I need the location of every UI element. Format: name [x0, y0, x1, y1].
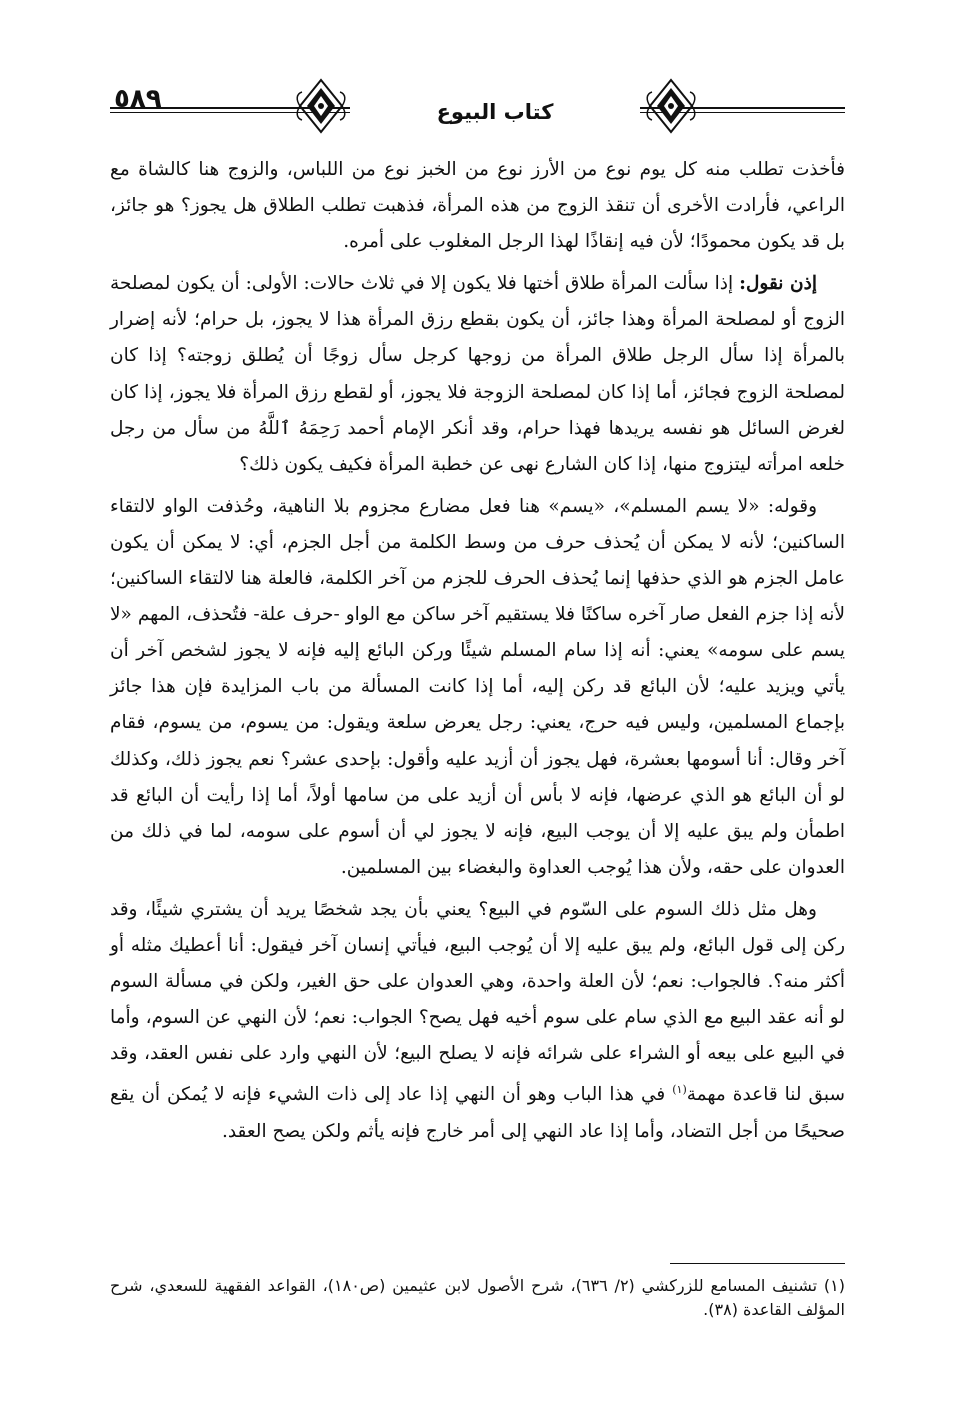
- footnote-reference[interactable]: (١): [672, 1083, 687, 1097]
- ornament-left-icon: [294, 76, 348, 136]
- page-header: [110, 70, 845, 140]
- footnote-separator: [670, 1263, 845, 1264]
- ornament-right-icon: [644, 76, 698, 136]
- paragraph-lead: إذن نقول:: [739, 273, 817, 295]
- body-text: [110, 152, 845, 1150]
- paragraph: إذن نقول: إذا سألت المرأة طلاق أختها فلا يكون إلا في ثلاث حالات: الأولى: أن يكون لمصلحة الزوج أو لمصلحة المرأة وهذا جائز، أن يكون بقطع رزق المرأة هذا لا يجوز، بل حرام؛ لأنه إضرار بالمرأة إذا سأل الرجل طلاق المرأة من زوجها كرجل سأل زوجًا أن يُطلق زوجته؟ إذا كان لمصلحة الزوج فجائز، أما إذا كان لمصلحة الزوجة فلا يجوز، أو لقطع رزق المرأة فلا يجوز، إذا كان لغرض السائل هو نفسه يريدها فهذا حرام، وقد أنكر الإمام أحمد رَحِمَهُ ٱللَّهُ من سأل من رجل خلعه امرأته ليتزوج منها، إذا كان الشارع نهى عن خطبة المرأة فكيف يكون ذلك؟: [110, 273, 845, 475]
- paragraph: فأخذت تطلب منه كل يوم نوع من الأرز نوع من الخبز نوع من اللباس، والزوج هنا كالشاة مع الراعي، فأرادت الأخرى أن تنقذ الزوج من هذه المرأة، فذهبت تطلب الطلاق هل يجوز؟ هو جائز، بل قد يكون محمودًا؛ لأن فيه إنقاذًا لهذا الرجل المغلوب على أمره.: [110, 159, 845, 253]
- page-number: ٥٨٩: [114, 84, 162, 114]
- paragraph: وقوله: «لا يسم المسلم»، «يسم» هنا فعل مضارع مجزوم بلا الناهية، وحُذفت الواو لالتقاء الساكنين؛ لأنه لا يمكن أن يُحذف حرف من وسط الكلمة من أجل الجزم، أي: لا يمكن أن يكون عامل الجزم هو الذي حذفها إنما يُحذف الحرف للجزم من آخر الكلمة، فالعلة هنا لالتقاء الساكنين؛ لأنه إذا جزم الفعل صار آخره ساكنًا فلا يستقيم آخر ساكن مع الواو -حرف علة- فتُحذف، المهم «لا يسم على سومه» يعني: أنه إذا سام المسلم شيئًا وركن البائع إليه فإنه لا يجوز لشخص آخر أن يأتي ويزيد عليه؛ لأن البائع قد ركن إليه، أما إذا كانت المسألة من باب المزايدة فإن هذا جائز بإجماع المسلمين، وليس فيه حرج، يعني: رجل يعرض سلعة ويقول: من يسوم، من يسوم، فقام آخر وقال: أنا أسومها بعشرة، فهل يجوز أن أزيد عليه وأقول: بإحدى عشر؟ نعم يجوز ذلك، وكذلك لو أن البائع هو الذي عرضها، فإنه لا بأس أن أزيد على من سامها أولاً، أما إذا رأيت أن البائع قد اطمأن ولم يبق عليه إلا أن يوجب البيع، فإنه لا يجوز لي أن أسوم على سومه، لما في ذلك من العدوان على حقه، ولأن هذا يُوجب العداوة والبغضاء بين المسلمين.: [110, 495, 845, 878]
- paragraph: وهل مثل ذلك السوم على السّوم في البيع؟ يعني بأن يجد شخصًا يريد أن يشتري شيئًا، وقد ركن إلى قول البائع، ولم يبق عليه إلا أن يُوجب البيع، فيأتي إنسان آخر فيقول: أنا أعطيك مثله أو أكثر منه؟. فالجواب: نعم؛ لأن العلة واحدة، وهي العدوان على حق الغير، ولكن في مسألة السوم لو أنه عقد البيع مع الذي سام على سوم أخيه فهل يصح؟ الجواب: نعم؛ لأن النهي عن السوم، وأما في البيع على بيعه أو الشراء على شرائه فإنه لا يصلح البيع؛ لأن النهي وارد على نفس العقد، وقد سبق لنا قاعدة مهمة$^{(١)}$ في هذا الباب وهو أن النهي إذا عاد إلى ذات الشيء فإنه لا يُمكن أن يقع صحيحًا من أجل التضاد، وأما إذا عاد النهي إلى أمر خارج فإنه يأثم ولكن يصح العقد.: [110, 898, 846, 1142]
- book-title: كتاب البيوع: [350, 100, 640, 124]
- footnote: (١) تشنيف المسامع للزركشي (٢/ ٦٣٦)، شرح الأصول لابن عثيمين (ص١٨٠)، القواعد الفقهية للسعدي، شرح المؤلف القاعدة (٣٨).: [110, 1276, 846, 1319]
